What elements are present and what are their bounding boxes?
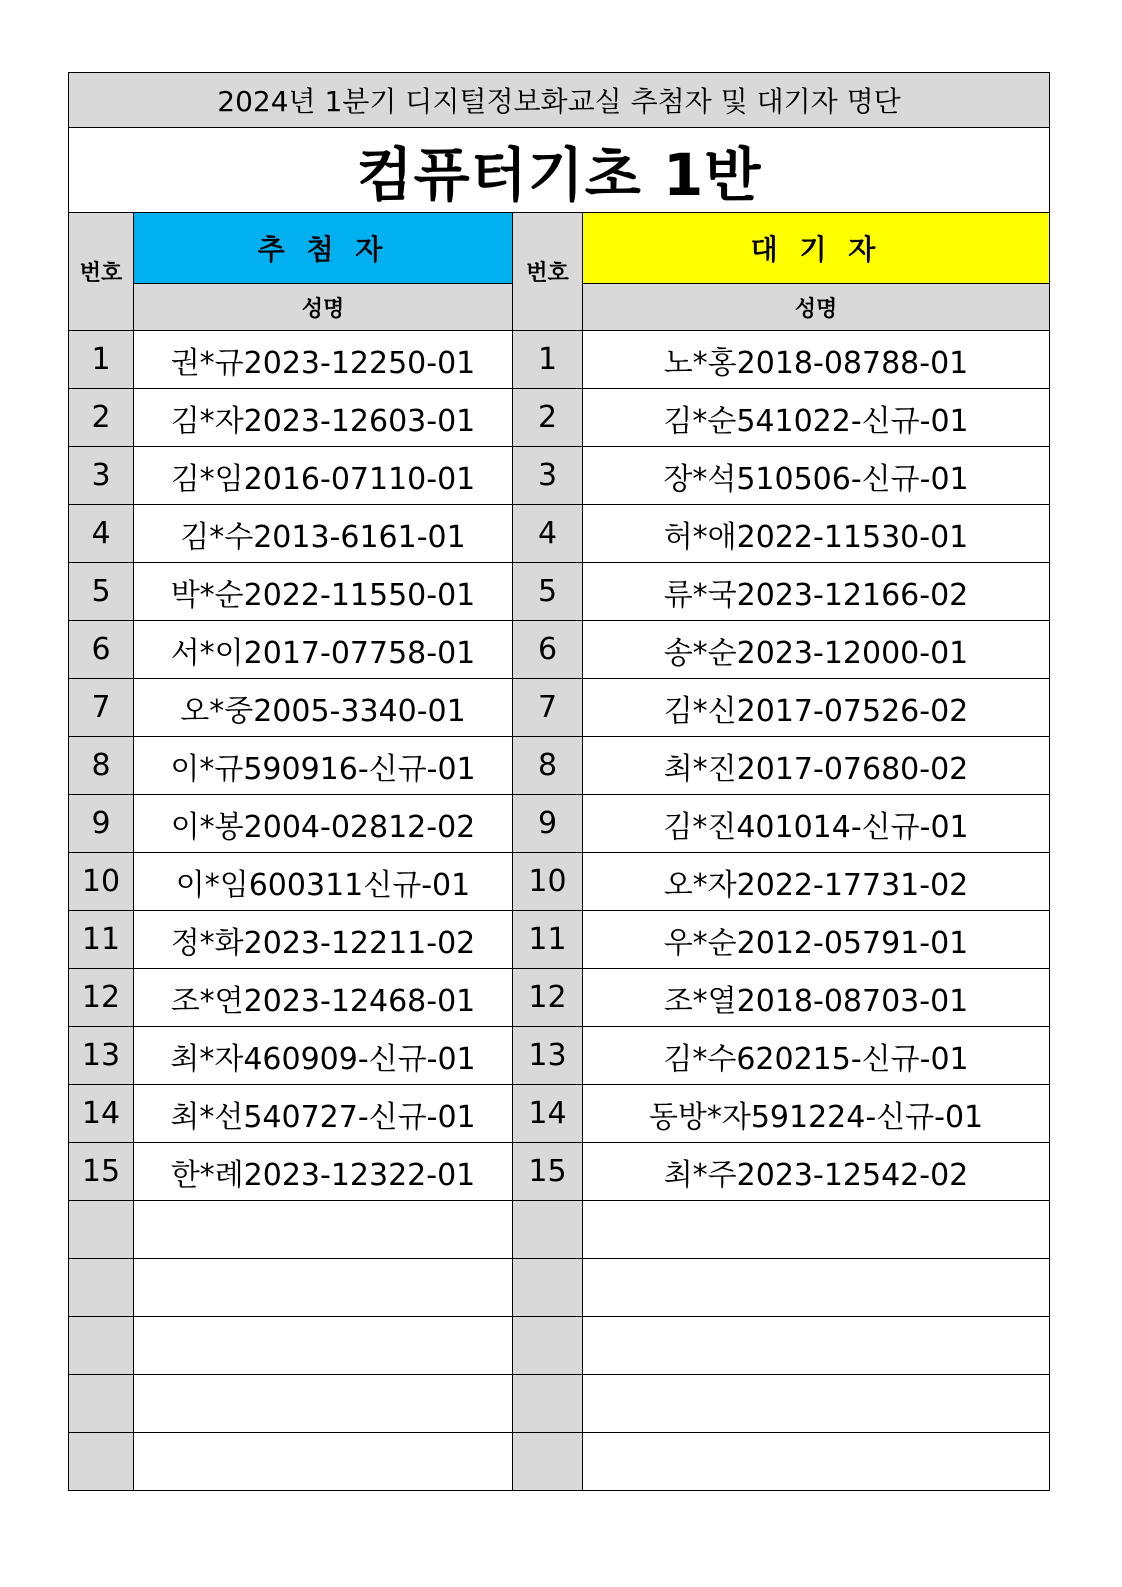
subtitle-row — [69, 73, 1050, 128]
selected-name-cell: 최*선540727-신규-01 — [134, 1085, 513, 1143]
selected-name-cell: 정*화2023-12211-02 — [134, 911, 513, 969]
waiting-name-cell — [583, 1317, 1050, 1375]
selected-name-cell: 김*임2016-07110-01 — [134, 447, 513, 505]
selected-number-header: 번호 — [69, 213, 134, 331]
waiting-name-cell: 오*자2022-17731-02 — [583, 853, 1050, 911]
waiting-name-cell: 조*열2018-08703-01 — [583, 969, 1050, 1027]
waiting-name-header: 성명 — [583, 284, 1050, 331]
table-row — [69, 1433, 1050, 1491]
waiting-name-cell — [583, 1201, 1050, 1259]
waiting-number-cell — [513, 1433, 583, 1491]
waiting-number-cell — [513, 1201, 583, 1259]
selected-name-cell — [134, 1201, 513, 1259]
table-row — [69, 853, 1050, 911]
selected-number-cell — [69, 1259, 134, 1317]
selected-name-cell: 이*봉2004-02812-02 — [134, 795, 513, 853]
waiting-name-cell — [583, 1259, 1050, 1317]
selected-name-cell: 권*규2023-12250-01 — [134, 331, 513, 389]
waiting-number-cell: 9 — [513, 795, 583, 853]
waiting-name-cell: 최*진2017-07680-02 — [583, 737, 1050, 795]
waiting-number-cell: 12 — [513, 969, 583, 1027]
waiting-number-cell: 1 — [513, 331, 583, 389]
selected-name-cell: 한*례2023-12322-01 — [134, 1143, 513, 1201]
waiting-number-cell: 5 — [513, 563, 583, 621]
selected-number-cell: 15 — [69, 1143, 134, 1201]
table-row — [69, 969, 1050, 1027]
selected-number-cell — [69, 1317, 134, 1375]
selected-number-cell: 13 — [69, 1027, 134, 1085]
selected-number-cell: 4 — [69, 505, 134, 563]
header-row — [69, 213, 1050, 284]
waiting-name-cell: 김*신2017-07526-02 — [583, 679, 1050, 737]
table-row — [69, 679, 1050, 737]
table-row — [69, 795, 1050, 853]
waiting-name-cell: 김*순541022-신규-01 — [583, 389, 1050, 447]
waiting-name-cell: 우*순2012-05791-01 — [583, 911, 1050, 969]
selected-name-cell — [134, 1317, 513, 1375]
selected-number-cell: 14 — [69, 1085, 134, 1143]
selected-name-cell: 서*이2017-07758-01 — [134, 621, 513, 679]
page-title: 컴퓨터기초 1반 — [69, 128, 1050, 213]
waiting-name-cell: 김*진401014-신규-01 — [583, 795, 1050, 853]
table-row — [69, 1143, 1050, 1201]
selected-number-cell: 7 — [69, 679, 134, 737]
selected-name-cell: 이*임600311신규-01 — [134, 853, 513, 911]
table-row — [69, 911, 1050, 969]
waiting-number-header: 번호 — [513, 213, 583, 331]
waiting-name-cell: 김*수620215-신규-01 — [583, 1027, 1050, 1085]
title-row — [69, 128, 1050, 213]
waiting-name-cell: 류*국2023-12166-02 — [583, 563, 1050, 621]
table-row — [69, 331, 1050, 389]
waiting-header: 대 기 자 — [583, 213, 1050, 284]
selected-number-cell: 11 — [69, 911, 134, 969]
waiting-name-cell: 장*석510506-신규-01 — [583, 447, 1050, 505]
selected-name-cell: 김*수2013-6161-01 — [134, 505, 513, 563]
selected-name-cell — [134, 1375, 513, 1433]
selected-number-cell: 12 — [69, 969, 134, 1027]
selected-number-cell: 6 — [69, 621, 134, 679]
table-row — [69, 1027, 1050, 1085]
selected-name-cell: 김*자2023-12603-01 — [134, 389, 513, 447]
waiting-number-cell: 15 — [513, 1143, 583, 1201]
waiting-name-cell: 허*애2022-11530-01 — [583, 505, 1050, 563]
selected-number-cell — [69, 1433, 134, 1491]
selected-number-cell: 10 — [69, 853, 134, 911]
selected-name-cell: 오*중2005-3340-01 — [134, 679, 513, 737]
subtitle: 2024년 1분기 디지털정보화교실 추첨자 및 대기자 명단 — [69, 73, 1050, 128]
table-row — [69, 563, 1050, 621]
table-row — [69, 1375, 1050, 1433]
table-row — [69, 1259, 1050, 1317]
table-row — [69, 1085, 1050, 1143]
table-row — [69, 621, 1050, 679]
selected-number-cell: 3 — [69, 447, 134, 505]
waiting-name-cell: 노*홍2018-08788-01 — [583, 331, 1050, 389]
waiting-name-cell — [583, 1375, 1050, 1433]
selected-number-cell: 5 — [69, 563, 134, 621]
waiting-number-cell — [513, 1375, 583, 1433]
roster-table — [68, 72, 1050, 1491]
waiting-number-cell: 11 — [513, 911, 583, 969]
selected-name-cell: 조*연2023-12468-01 — [134, 969, 513, 1027]
waiting-number-cell: 14 — [513, 1085, 583, 1143]
table-row — [69, 1201, 1050, 1259]
table-row — [69, 505, 1050, 563]
selected-number-cell: 2 — [69, 389, 134, 447]
waiting-name-cell: 동방*자591224-신규-01 — [583, 1085, 1050, 1143]
table-row — [69, 447, 1050, 505]
waiting-number-cell: 3 — [513, 447, 583, 505]
waiting-name-cell: 최*주2023-12542-02 — [583, 1143, 1050, 1201]
selected-name-cell — [134, 1259, 513, 1317]
waiting-number-cell: 6 — [513, 621, 583, 679]
waiting-number-cell — [513, 1259, 583, 1317]
waiting-number-cell: 13 — [513, 1027, 583, 1085]
selected-name-cell: 이*규590916-신규-01 — [134, 737, 513, 795]
waiting-number-cell: 7 — [513, 679, 583, 737]
selected-name-header: 성명 — [134, 284, 513, 331]
waiting-name-cell: 송*순2023-12000-01 — [583, 621, 1050, 679]
selected-number-cell: 8 — [69, 737, 134, 795]
selected-number-cell — [69, 1201, 134, 1259]
selected-number-cell — [69, 1375, 134, 1433]
selected-header: 추 첨 자 — [134, 213, 513, 284]
selected-name-cell — [134, 1433, 513, 1491]
waiting-number-cell — [513, 1317, 583, 1375]
table-row — [69, 389, 1050, 447]
waiting-number-cell: 4 — [513, 505, 583, 563]
waiting-number-cell: 2 — [513, 389, 583, 447]
waiting-number-cell: 10 — [513, 853, 583, 911]
selected-number-cell: 9 — [69, 795, 134, 853]
selected-name-cell: 박*순2022-11550-01 — [134, 563, 513, 621]
table-row — [69, 737, 1050, 795]
selected-name-cell: 최*자460909-신규-01 — [134, 1027, 513, 1085]
waiting-number-cell: 8 — [513, 737, 583, 795]
table-row — [69, 1317, 1050, 1375]
selected-number-cell: 1 — [69, 331, 134, 389]
waiting-name-cell — [583, 1433, 1050, 1491]
